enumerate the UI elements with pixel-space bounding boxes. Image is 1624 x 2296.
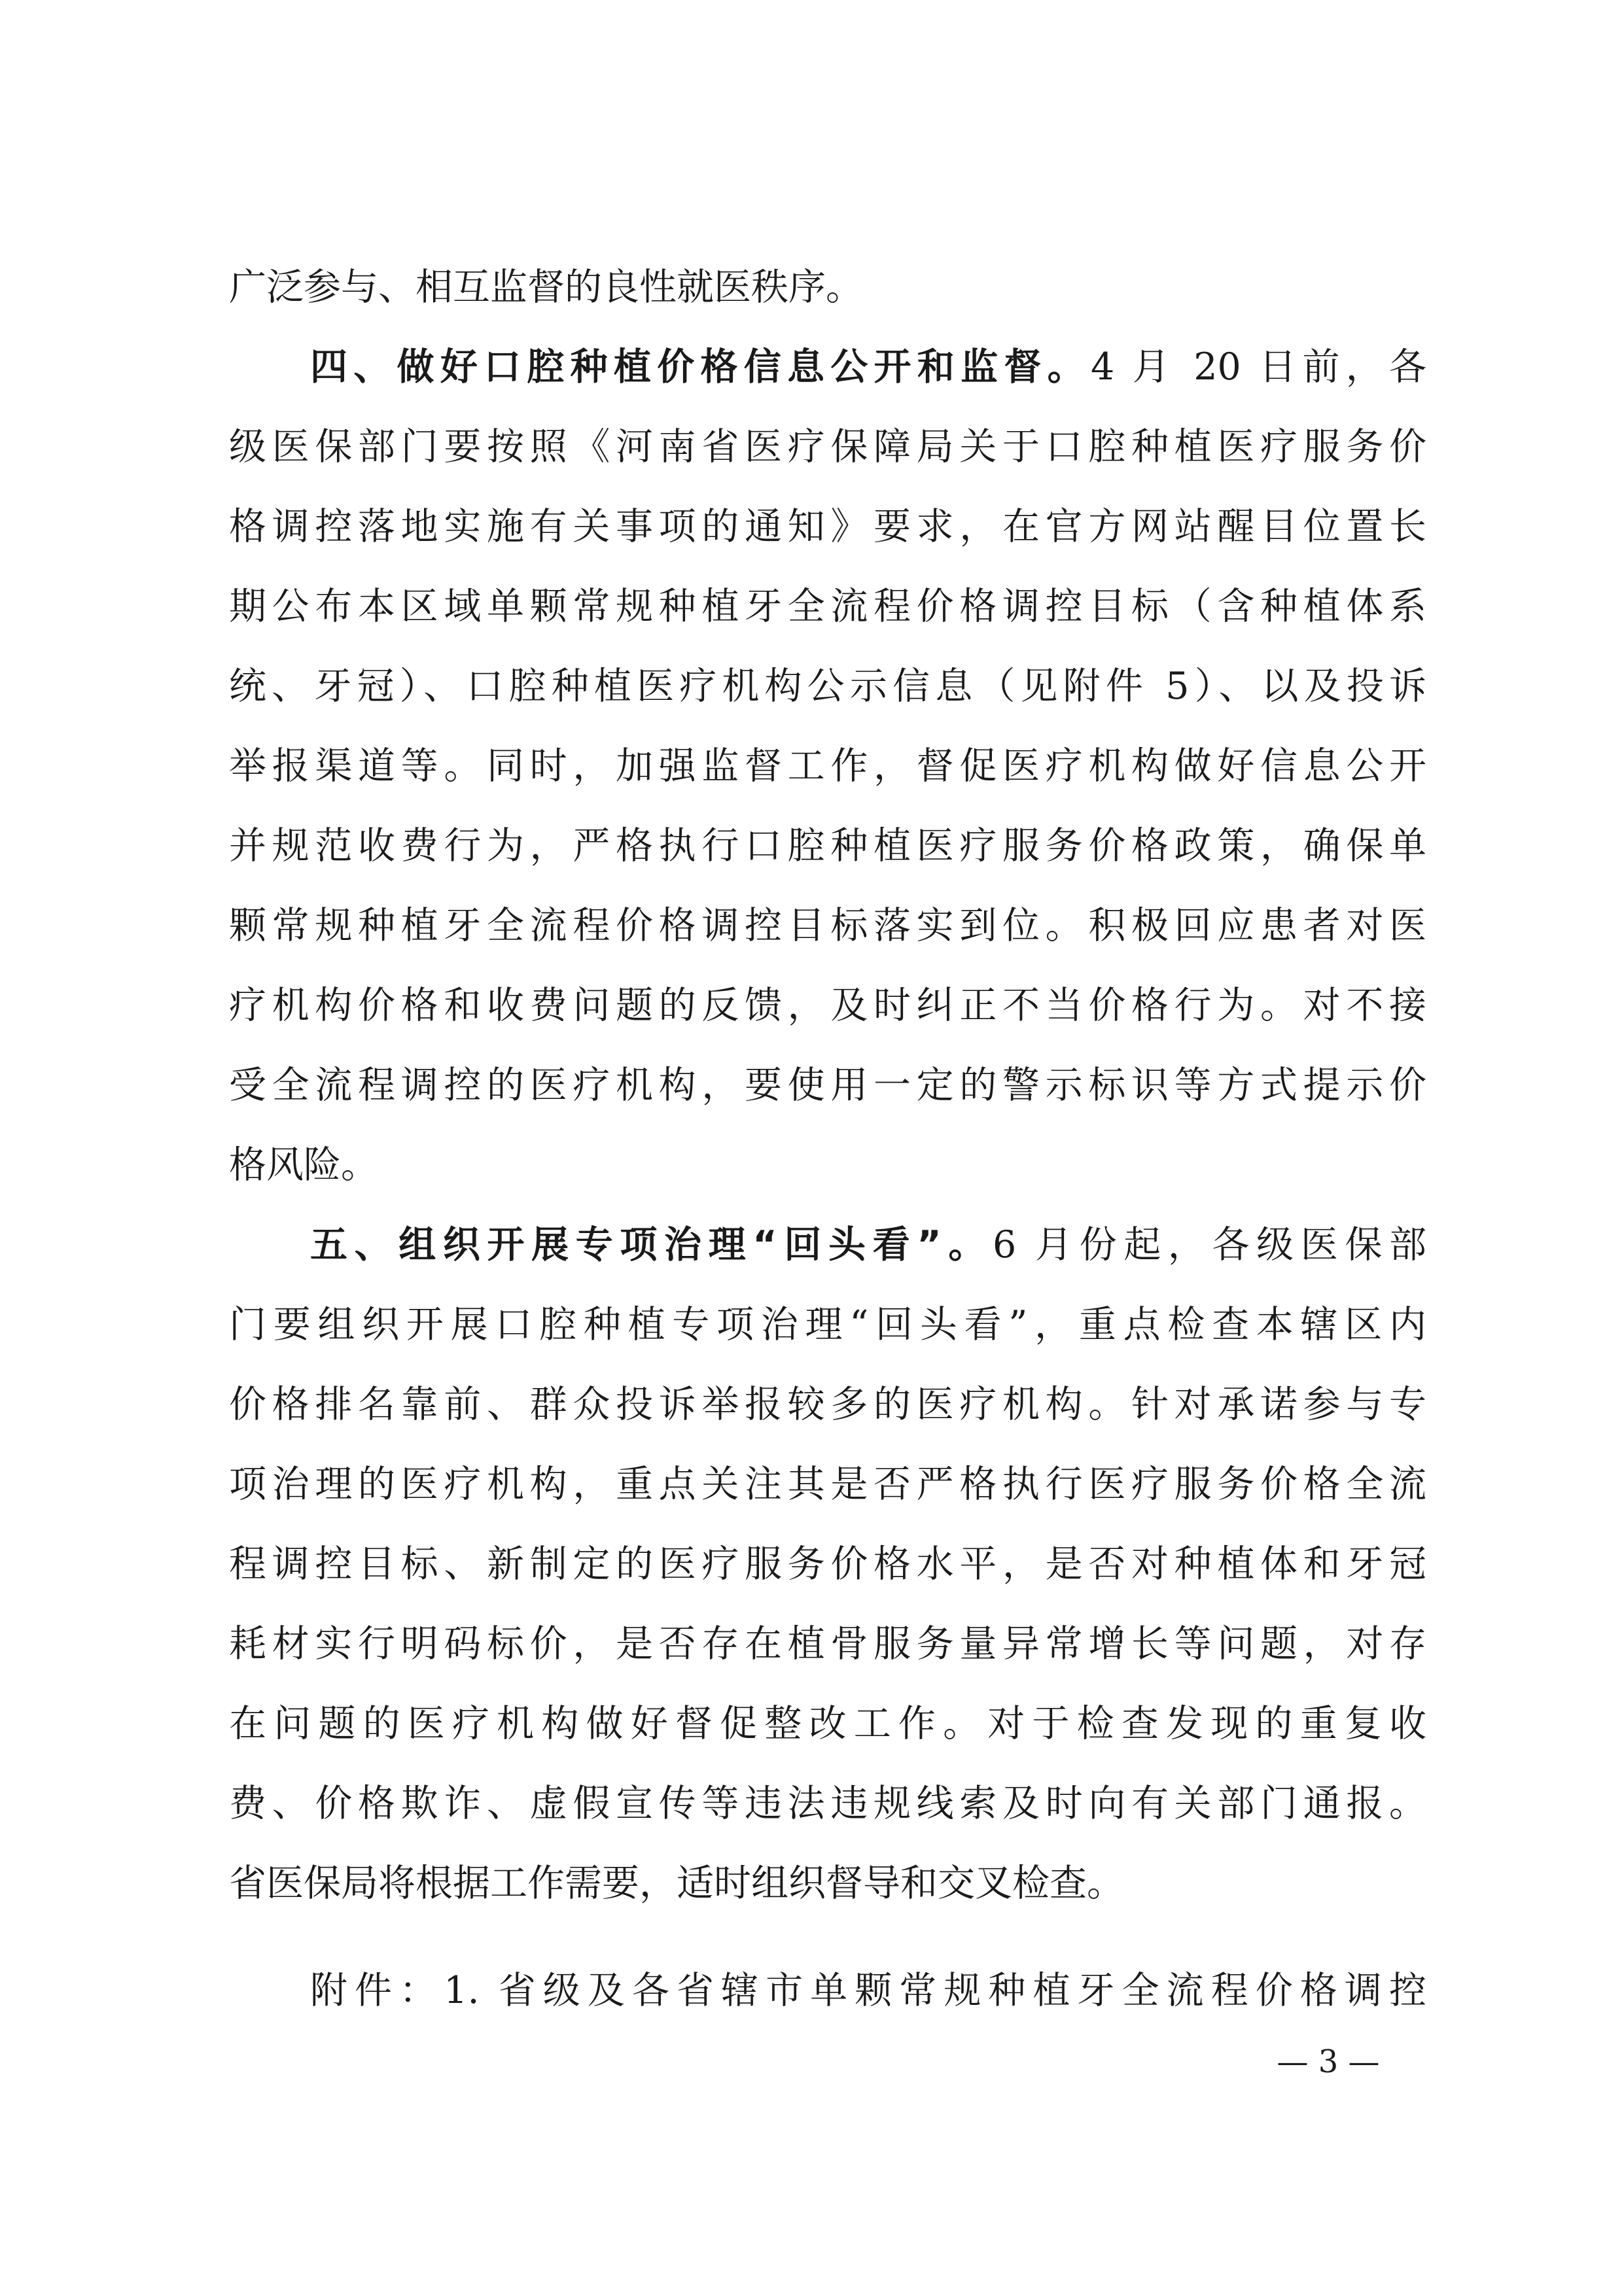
paragraph-line xyxy=(229,965,1426,1045)
line-text: 格风险。 xyxy=(229,1143,378,1187)
line-text: 级医保部门要按照《河南省医疗保障局关于口腔种植医疗服务价 xyxy=(229,425,1426,468)
body-text xyxy=(229,247,1426,1923)
line-text: 举报渠道等。同时，加强监督工作，督促医疗机构做好信息公开 xyxy=(229,744,1426,788)
paragraph-line xyxy=(229,1444,1426,1524)
line-text: 统、牙冠）、口腔种植医疗机构公示信息（见附件 5）、以及投诉 xyxy=(229,665,1426,708)
paragraph-line xyxy=(229,1125,1426,1205)
paragraph-line xyxy=(229,1764,1426,1843)
paragraph-line xyxy=(229,1045,1426,1125)
paragraph-line xyxy=(229,646,1426,726)
paragraph-line xyxy=(229,566,1426,646)
section-heading-line xyxy=(229,327,1426,407)
line-text: 期公布本区域单颗常规种植牙全流程价格调控目标（含种植体系 xyxy=(229,585,1426,628)
paragraph-line xyxy=(229,806,1426,886)
line-text: 省医保局将根据工作需要，适时组织督导和交叉检查。 xyxy=(229,1862,1124,1905)
line-text: 项治理的医疗机构，重点关注其是否严格执行医疗服务价格全流 xyxy=(229,1463,1426,1506)
line-text: 疗机构价格和收费问题的反馈，及时纠正不当价格行为。对不接 xyxy=(229,984,1426,1027)
line-text: 耗材实行明码标价，是否存在植骨服务量异常增长等问题，对存 xyxy=(229,1622,1426,1665)
paragraph-line xyxy=(229,1365,1426,1444)
paragraph-line xyxy=(229,726,1426,806)
section-five-heading: 五、组织开展专项治理“回头看”。 xyxy=(310,1223,993,1266)
line-text: 6 月份起，各级医保部 xyxy=(992,1223,1426,1266)
line-text: 4 月 20 日前，各 xyxy=(1090,345,1427,389)
paragraph-line xyxy=(229,1684,1426,1764)
line-text: 颗常规种植牙全流程价格调控目标落实到位。积极回应患者对医 xyxy=(229,904,1426,947)
paragraph-line xyxy=(229,1604,1426,1684)
line-text: 费、价格欺诈、虚假宣传等违法违规线索及时向有关部门通报。 xyxy=(229,1782,1426,1825)
paragraph-line xyxy=(229,1524,1426,1604)
paragraph-line xyxy=(229,886,1426,965)
line-text: 并规范收费行为，严格执行口腔种植医疗服务价格政策，确保单 xyxy=(229,824,1426,867)
paragraph-line xyxy=(229,407,1426,487)
section-heading-line xyxy=(229,1205,1426,1285)
line-text: 广泛参与、相互监督的良性就医秩序。 xyxy=(229,266,863,309)
paragraph-line xyxy=(229,1285,1426,1365)
paragraph-line xyxy=(229,487,1426,566)
paragraph-line xyxy=(229,1843,1426,1923)
line-text: 在问题的医疗机构做好督促整改工作。对于检查发现的重复收 xyxy=(229,1702,1426,1745)
line-text: 价格排名靠前、群众投诉举报较多的医疗机构。针对承诺参与专 xyxy=(229,1383,1426,1426)
line-text: 程调控目标、新制定的医疗服务价格水平，是否对种植体和牙冠 xyxy=(229,1542,1426,1586)
attachment-line: 附件：1. 省级及各省辖市单颗常规种植牙全流程价格调控 xyxy=(310,1969,1426,2012)
line-text: 格调控落地实施有关事项的通知》要求，在官方网站醒目位置长 xyxy=(229,505,1426,548)
line-text: 门要组织开展口腔种植专项治理“回头看”，重点检查本辖区内 xyxy=(229,1303,1426,1346)
section-four-heading: 四、做好口腔种植价格信息公开和监督。 xyxy=(310,345,1091,389)
page-number: — 3 — xyxy=(1277,2044,1380,2080)
paragraph-line xyxy=(229,247,1426,327)
line-text: 受全流程调控的医疗机构，要使用一定的警示标识等方式提示价 xyxy=(229,1064,1426,1107)
